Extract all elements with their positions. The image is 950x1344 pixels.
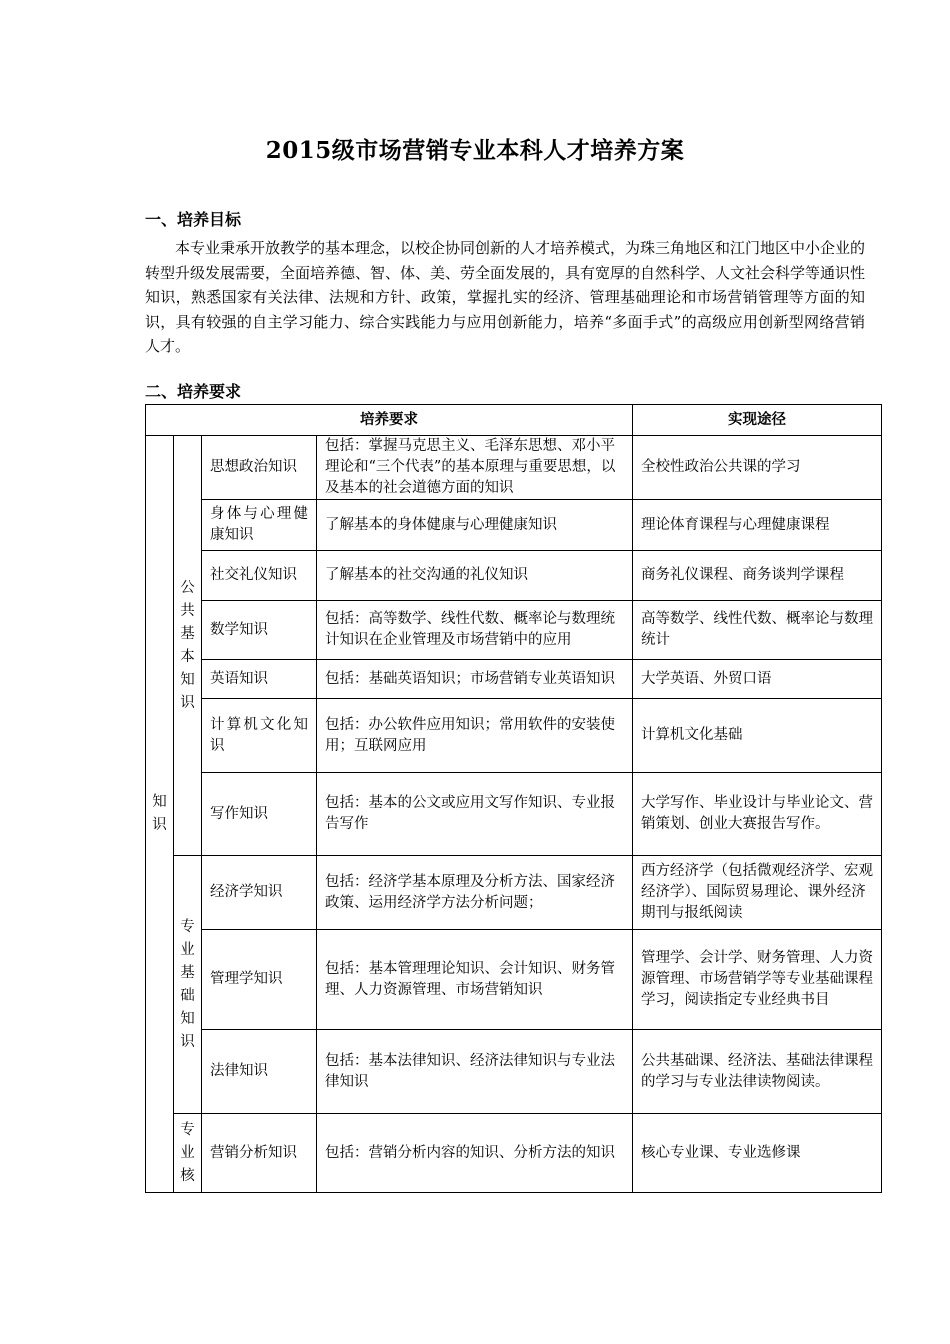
row-content: 包括：基本的公文或应用文写作知识、专业报告写作	[317, 773, 633, 856]
row-content: 包括：办公软件应用知识；常用软件的安装使用；互联网应用	[317, 699, 633, 773]
row-item: 社交礼仪知识	[202, 551, 317, 601]
table-row	[146, 699, 882, 773]
table-row	[146, 660, 882, 699]
row-path: 理论体育课程与心理健康课程	[633, 500, 882, 551]
row-item: 管理学知识	[202, 930, 317, 1030]
header-path: 实现途径	[633, 405, 882, 436]
group-professional-label: 专业基础知识	[180, 918, 195, 1050]
table-row	[146, 1114, 882, 1193]
row-content: 包括：基础英语知识；市场营销专业英语知识	[317, 660, 633, 699]
table-row	[146, 601, 882, 660]
table-row	[146, 500, 882, 551]
row-content: 包括：高等数学、线性代数、概率论与数理统计知识在企业管理及市场营销中的应用	[317, 601, 633, 660]
row-item: 英语知识	[202, 660, 317, 699]
row-content: 了解基本的身体健康与心理健康知识	[317, 500, 633, 551]
header-requirement: 培养要求	[146, 405, 633, 436]
group-core	[174, 1114, 202, 1193]
table-row	[146, 551, 882, 601]
row-path: 计算机文化基础	[633, 699, 882, 773]
row-content: 包括：基本管理理论知识、会计知识、财务管理、人力资源管理、市场营销知识	[317, 930, 633, 1030]
group-knowledge-label: 知识	[152, 794, 167, 833]
group-public-label: 公共基本知识	[180, 579, 195, 711]
table-row	[146, 436, 882, 500]
group-knowledge	[146, 436, 174, 1193]
group-professional	[174, 856, 202, 1114]
row-path: 公共基础课、经济法、基础法律课程的学习与专业法律读物阅读。	[633, 1030, 882, 1114]
table-header-row	[146, 405, 882, 436]
group-public	[174, 436, 202, 856]
row-item: 计算机文化知识	[202, 699, 317, 773]
row-item: 营销分析知识	[202, 1114, 317, 1193]
goals-paragraph: 本专业秉承开放教学的基本理念，以校企协同创新的人才培养模式，为珠三角地区和江门地区中小企业的转型升级发展需要，全面培养德、智、体、美、劳全面发展的，具有宽厚的自然科学、人文社会科学等通识性知识，熟悉国家有关法律、法规和方针、政策，掌握扎实的经济、管理基础理论和市场营销管理等方面的知识，具有较强的自主学习能力、综合实践能力与应用创新能力，培养“多面手式”的高级应用创新型网络营销人才。	[145, 239, 866, 355]
row-path: 全校性政治公共课的学习	[633, 436, 882, 500]
row-item: 思想政治知识	[202, 436, 317, 500]
table-row	[146, 773, 882, 856]
row-content: 了解基本的社交沟通的礼仪知识	[317, 551, 633, 601]
row-path: 高等数学、线性代数、概率论与数理统计	[633, 601, 882, 660]
row-item: 法律知识	[202, 1030, 317, 1114]
row-content: 包括：基本法律知识、经济法律知识与专业法律知识	[317, 1030, 633, 1114]
row-path: 大学写作、毕业设计与毕业论文、营销策划、创业大赛报告写作。	[633, 773, 882, 856]
row-path: 管理学、会计学、财务管理、人力资源管理、市场营销学等专业基础课程学习，阅读指定专业经典书目	[633, 930, 882, 1030]
table-row	[146, 856, 882, 930]
row-item: 身体与心理健康知识	[202, 500, 317, 551]
row-content: 包括：经济学基本原理及分析方法、国家经济政策、运用经济学方法分析问题；	[317, 856, 633, 930]
row-path: 大学英语、外贸口语	[633, 660, 882, 699]
section-heading-requirements: 二、培养要求	[145, 382, 242, 401]
row-item: 经济学知识	[202, 856, 317, 930]
row-item: 数学知识	[202, 601, 317, 660]
group-core-label: 专业核	[180, 1121, 195, 1184]
row-item: 写作知识	[202, 773, 317, 856]
page-title: 2015级市场营销专业本科人才培养方案	[265, 137, 685, 164]
table-row	[146, 1030, 882, 1114]
row-content: 包括：营销分析内容的知识、分析方法的知识	[317, 1114, 633, 1193]
requirements-table	[145, 404, 882, 1193]
section-heading-goals: 一、培养目标	[145, 210, 242, 229]
row-path: 核心专业课、专业选修课	[633, 1114, 882, 1193]
row-path: 商务礼仪课程、商务谈判学课程	[633, 551, 882, 601]
row-content: 包括：掌握马克思主义、毛泽东思想、邓小平理论和“三个代表”的基本原理与重要思想，以及基本的社会道德方面的知识	[317, 436, 633, 500]
table-row	[146, 930, 882, 1030]
row-path: 西方经济学（包括微观经济学、宏观经济学）、国际贸易理论、课外经济期刊与报纸阅读	[633, 856, 882, 930]
